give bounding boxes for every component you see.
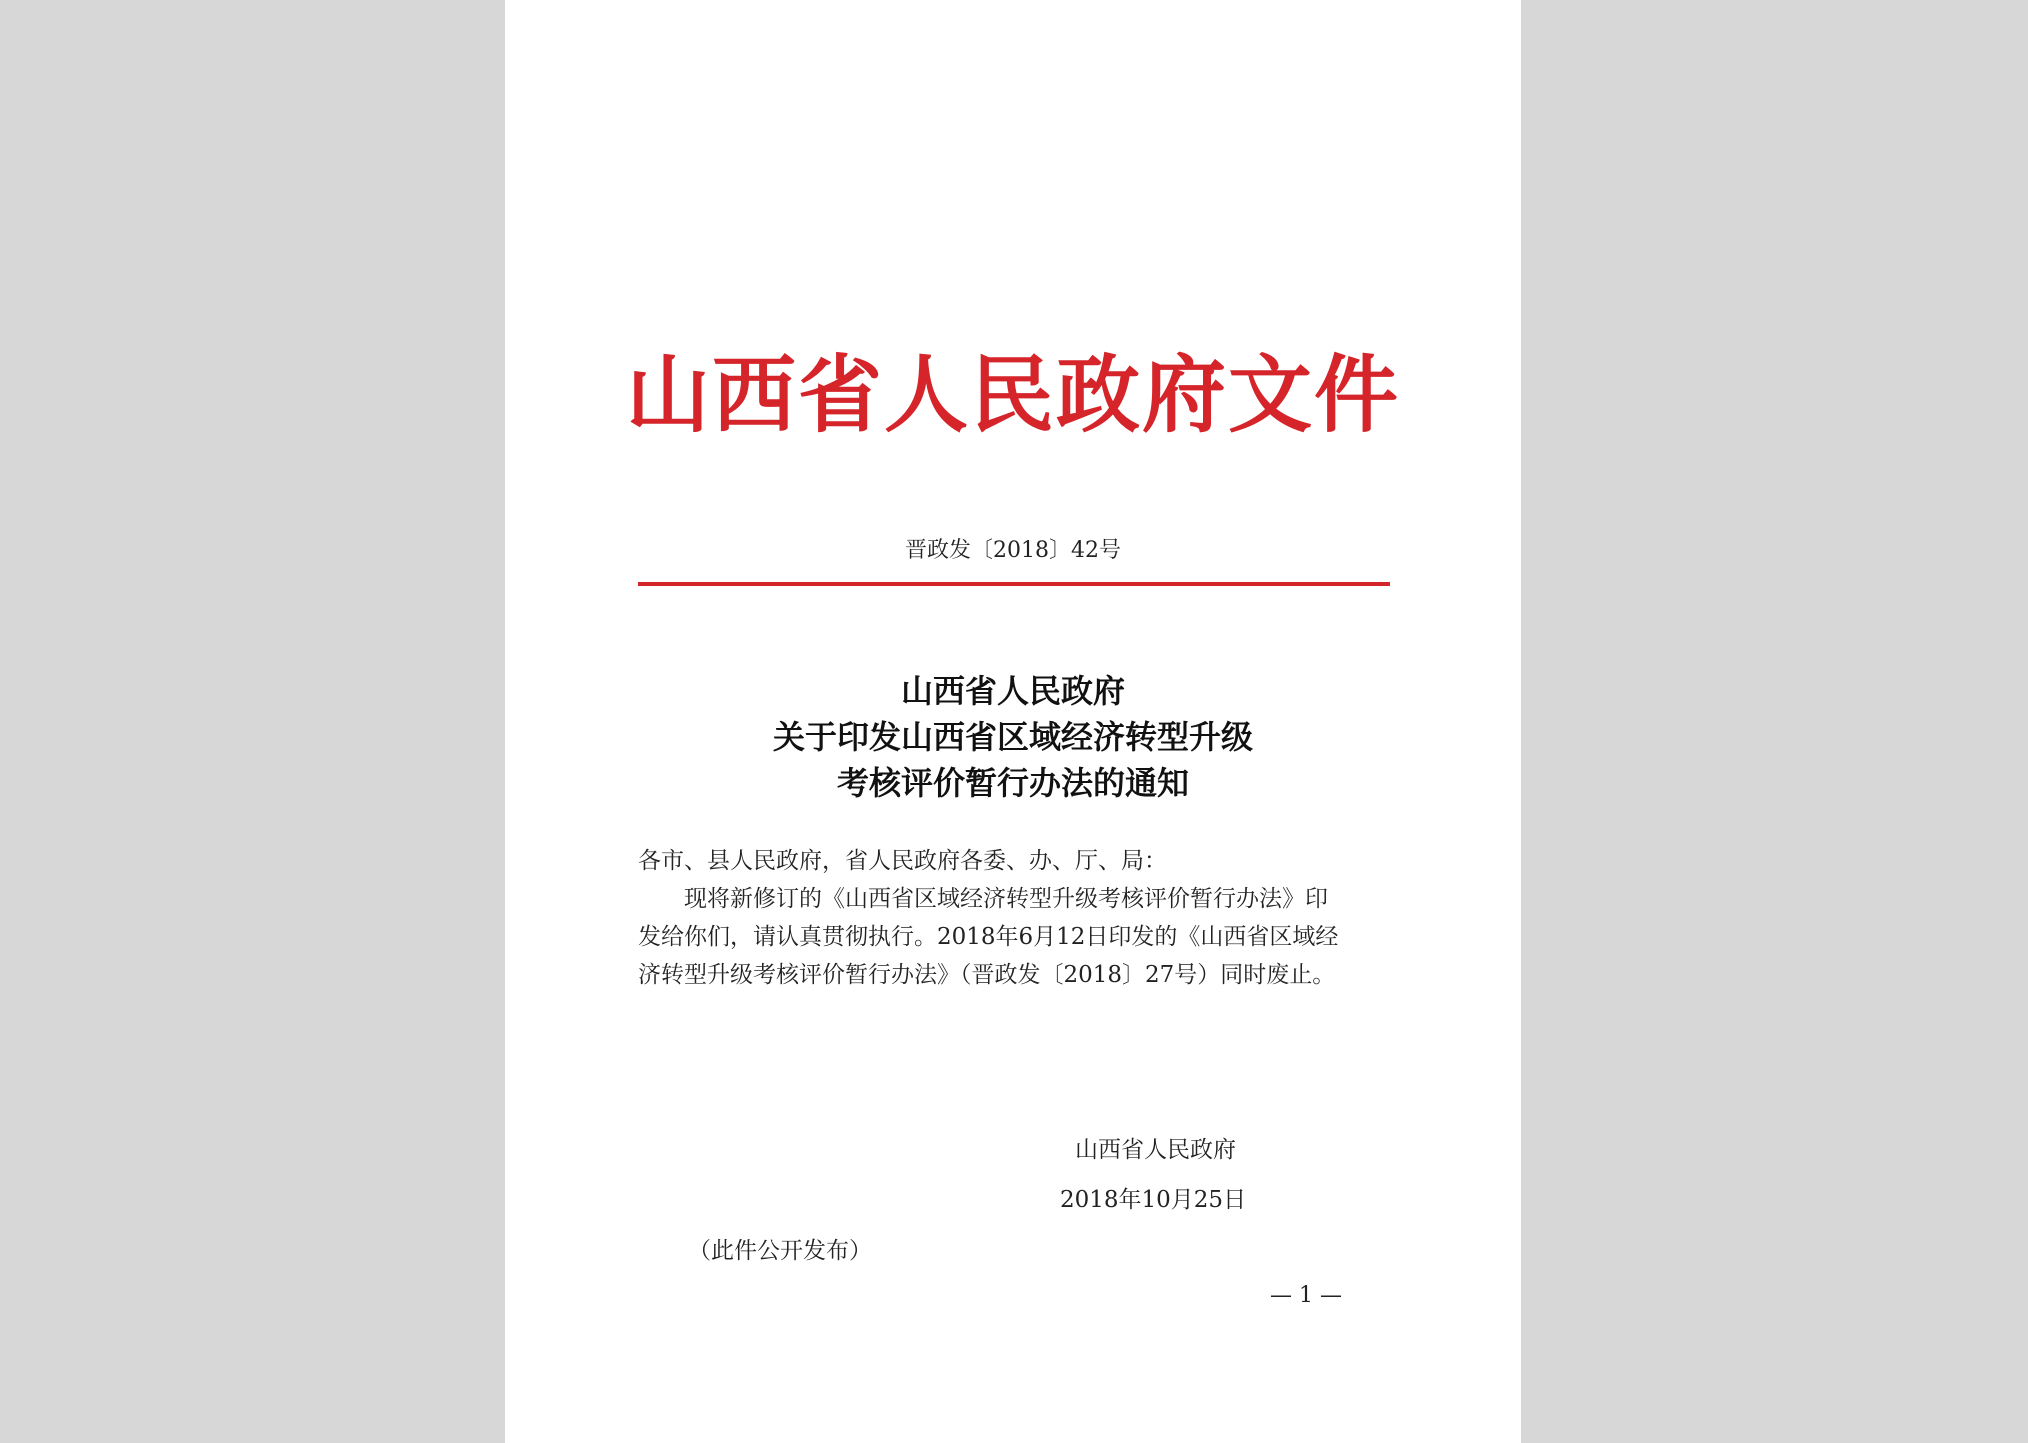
document-title [505, 668, 1521, 806]
red-divider-line [638, 582, 1390, 586]
title-line: 考核评价暂行办法的通知 [836, 764, 1189, 802]
title-line: 山西省人民政府 [900, 672, 1125, 710]
issue-date: 2018年10月25日 [1060, 1187, 1247, 1213]
body-line: 发给你们，请认真贯彻执行。2018年6月12日印发的《山西省区域经 [638, 924, 1339, 950]
issuer-signature: 山西省人民政府 [1075, 1137, 1236, 1163]
page-number: — 1 — [1270, 1283, 1342, 1308]
title-line: 关于印发山西省区域经济转型升级 [772, 718, 1253, 756]
public-release-note: （此件公开发布） [688, 1238, 872, 1264]
document-page [505, 0, 1521, 1443]
salutation: 各市、县人民政府，省人民政府各委、办、厅、局： [638, 848, 1167, 874]
body-line: 济转型升级考核评价暂行办法》（晋政发〔2018〕27号）同时废止。 [638, 962, 1336, 988]
document-number: 晋政发〔2018〕42号 [905, 538, 1121, 563]
document-header: 山西省人民政府文件 [625, 345, 1400, 444]
body-line: 现将新修订的《山西省区域经济转型升级考核评价暂行办法》印 [684, 886, 1328, 912]
